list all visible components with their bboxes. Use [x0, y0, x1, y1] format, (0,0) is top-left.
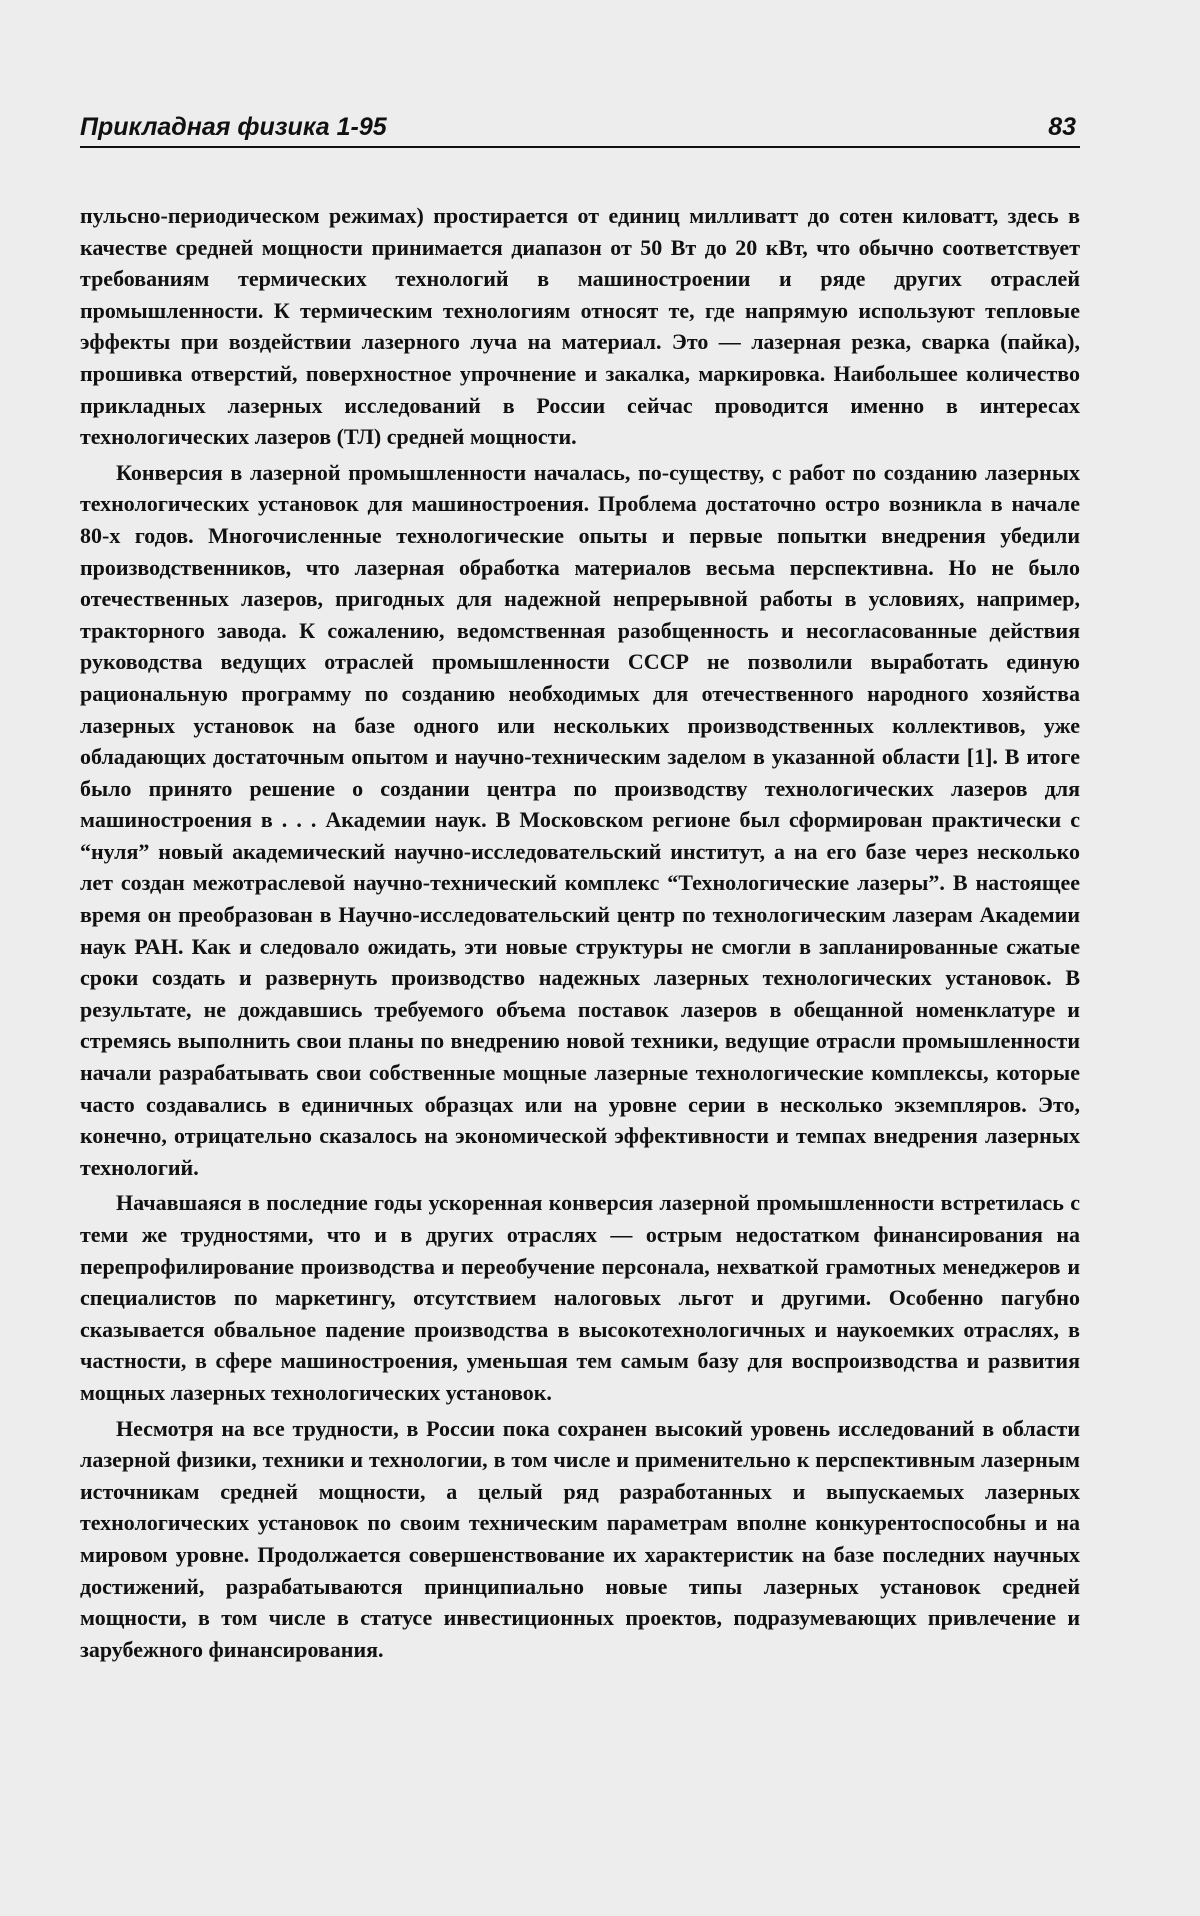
paragraph: Несмотря на все трудности, в России пока сохранен высокий уровень исследований в области лазерной физики, техники и технологии, в том числе и применительно к перспективным лазерным источникам средней мощности, а целый ряд разработанных и выпускаемых лазерных технологических установок по своим техническим параметрам вполне конкурентоспособны и на мировом уровне. Продолжается совершенствование их характеристик на базе последних научных достижений, разрабатываются принципиально новые типы лазерных установок средней мощности, в том числе в статусе инвестиционных проектов, подразумевающих привлечение и зарубежного финансирования.	[80, 1415, 1080, 1662]
page-number: 83	[1048, 113, 1076, 141]
paragraph: Начавшаяся в последние годы ускоренная конверсия лазерной промышленности встретилась с теми же трудностями, что и в других отраслях — острым недостатком финансирования на перепрофилирование производства и переобучение персонала, нехваткой грамотных менеджеров и специалистов по маркетингу, отсутствием налоговых льгот и другими. Особенно пагубно сказывается обвальное падение производства в высокотехнологичных и наукоемких отраслях, в частности, в сфере машиностроения, уменьшая тем самым базу для воспроизводства и развития мощных лазерных технологических установок.	[80, 1190, 1080, 1405]
article-body	[80, 200, 1080, 1669]
journal-title: Прикладная физика 1-95	[80, 113, 387, 141]
paragraph-continued: пульсно-периодическом режимах) простирается от единиц милливатт до сотен киловатт, здесь в качестве средней мощности принимается диапазон от 50 Вт до 20 кВт, что обычно соответствует требованиям термических технологий в машиностроении и ряде других отраслей промышленности. К термическим технологиям относят те, где напрямую используют тепловые эффекты при воздействии лазерного луча на материал. Это — лазерная резка, сварка (пайка), прошивка отверстий, поверхностное упрочнение и закалка, маркировка. Наибольшее количество прикладных лазерных исследований в России сейчас проводится именно в интересах технологических лазеров (ТЛ) средней мощности.	[80, 203, 1080, 450]
running-header	[80, 112, 1080, 148]
paragraph: Конверсия в лазерной промышленности началась, по-существу, с работ по созданию лазерных технологических установок для машиностроения. Проблема достаточно остро возникла в начале 80-х годов. Многочисленные технологические опыты и первые попытки внедрения убедили производственников, что лазерная обработка материалов весьма перспективна. Но не было отечественных лазеров, пригодных для надежной непрерывной работы в условиях, например, тракторного завода. К сожалению, ведомственная разобщенность и несогласованные действия руководства ведущих отраслей промышленности СССР не позволили выработать единую рациональную программу по созданию необходимых для отечественного народного хозяйства лазерных установок на базе одного или нескольких производственных коллективов, уже обладающих достаточным опытом и научно-техническим заделом в указанной области [1]. В итоге было принято решение о создании центра по производству технологических лазеров для машиностроения в . . . Академии наук. В Московском регионе был сформирован практически с “нуля” новый академический научно-исследовательский институт, а на его базе через несколько лет создан межотраслевой научно-технический комплекс “Технологические лазеры”. В настоящее время он преобразован в Научно-исследовательский центр по технологическим лазерам Академии наук РАН. Как и следовало ожидать, эти новые структуры не смогли в запланированные сжатые сроки создать и развернуть производство надежных лазерных технологических установок. В результате, не дождавшись требуемого объема поставок лазеров в обещанной номенклатуре и стремясь выполнить свои планы по внедрению новой техники, ведущие отрасли промышленности начали разрабатывать свои собственные мощные лазерные технологические комплексы, которые часто создавались в единичных образцах или на уровне серии в несколько экземпляров. Это, конечно, отрицательно сказалось на экономической эффективности и темпах внедрения лазерных технологий.	[80, 459, 1080, 1180]
